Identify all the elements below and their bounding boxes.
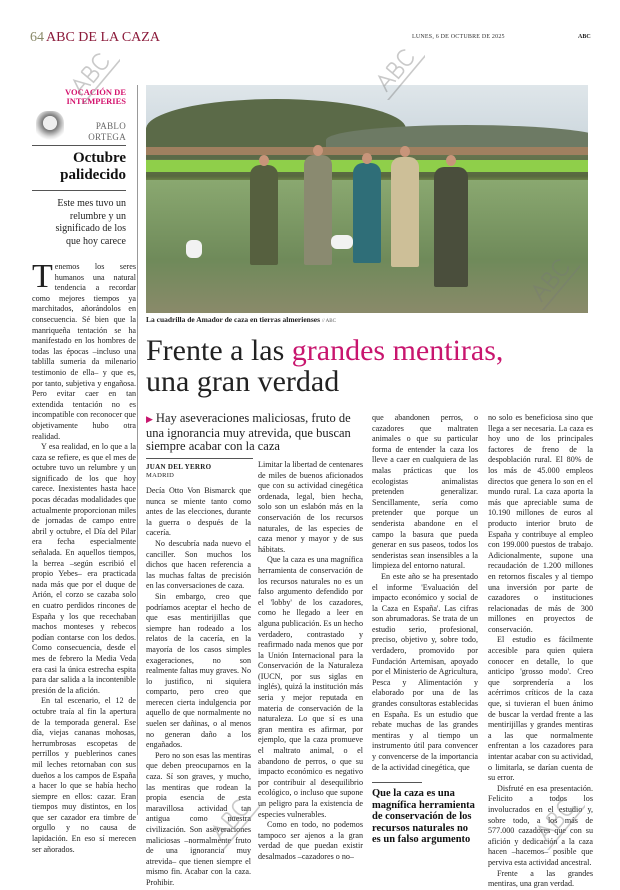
paragraph: Limitar la libertad de centenares de miles de buenos aficionados que con su actividad cinegética ordenada, legal, bien hecha, solo son un eslabón más en la conservación de los recursos naturales, de las especies de caza menor y mayor y de sus hábitats. xyxy=(258,460,363,554)
hunters-photo xyxy=(146,85,588,313)
drop-cap: T xyxy=(32,258,53,295)
column-title: Octubre palidecido xyxy=(60,150,126,183)
deck-text: Hay aseveraciones maliciosas, fruto de una ignorancia muy atrevida, que buscan siempre acabar con la caza xyxy=(146,411,351,453)
article-column-4 xyxy=(488,413,593,890)
divider xyxy=(32,145,126,146)
paragraph: En este año se ha presentado el informe 'Evaluación del impacto económico y social de la Caza en España'. Las cifras son abrumadoras. Se trata de un estudio serio, profesional, preciso, objetivo y, sobre todo, verdadero, promovido por Fundación Artemisan, apoyado por el Ministerio de Agricultura, Pesca y Alimentación y elaborado por una de las grandes consultoras establecidas en España. Es un estudio que rebate muchas de las grandes mentiras y al tiempo un instrumento útil para convencer y convencerse de la importancia de la actividad cinegética, que xyxy=(372,571,478,772)
divider xyxy=(32,190,126,191)
paragraph: Frente a las grandes mentiras, una gran verdad. xyxy=(488,868,593,889)
article-column-1 xyxy=(146,486,251,889)
paragraph: Que la caza es una magnífica herramienta de conservación de los recursos naturales no es un falso argumento defendido por el 'lobby' de los cazadores, como he llegado a leer en alguna publicación. Es un hecho verdadero, contrastado y reafirmado nada menos que por la Unión Internacional para la Conservación de la Naturaleza (IUCN, por sus siglas en inglés), quizá la institución más seria y mejor reputada en materia de conservación de la naturaleza. Lo que sí es una gran mentira es afirmar, por ejemplo, que la caza promueve el maltrato animal, o el abandono de perros, o que su impacto económico es negativo por contribuir al desequilibrio ecológico, o incluso que supone un peligro para la existencia de especies vulnerables. xyxy=(258,555,363,819)
paragraph: Pero no son esas las mentiras que deben preocuparnos en la caza. Sí son graves, y mucho, las mentiras que rodean la propia esencia de esta maravillosa actividad tan antigua como nuestra civilización. Son aseveraciones maliciosas –normalmente fruto de una ignorancia muy atrevida– que tienen siempre el mismo fin. Acabar con la caza. Prohibir. xyxy=(146,750,251,887)
pull-quote: Que la caza es una magnífica herramienta de conservación de los recursos naturales no es un falso argumento xyxy=(372,788,475,846)
photo-credit: // ABC xyxy=(321,319,336,324)
headline-start: Frente a las xyxy=(146,334,292,367)
paragraph: Disfruté en esa presentación. Felicito a todos los involucrados en el estudio y, sobre todo, a los más de 577.000 cazadores que con su afición y dedicación a la caza hacen –hacemos– posible que perviva esta actividad ancestral. xyxy=(488,783,593,867)
paragraph: El estudio es fácilmente accesible para quien quiera conocer en detalle, lo que anticipo 'grosso modo'. Creo que sorprendería a los acérrimos críticos de la caza que, si tuvieran el buen ánimo de buscar la verdad frente a las mentirijillas y grandes mentiras a las que normalmente enfrentan a los cazadores para intentar acabar con su actividad, o limitarla, se darían cuenta de su error. xyxy=(488,635,593,783)
headline-end: una gran verdad xyxy=(146,365,340,398)
paragraph: no solo es beneficiosa sino que llega a ser necesaria. La caza es hoy uno de los principales factores de freno de la despoblación rural. El 80% de los más de 45.000 empleos directos que genera lo son en el mundo rural. La caza aporta la más que apreciable suma de 10.190 millones de euros al producto interior bruto de España y contribuye al empleo con 199.000 puestos de trabajo. Adicionalmente, supone una recaudación de 1.200 millones en retornos fiscales y al tiempo una inversión por parte de cazadores o instituciones relacionadas de más de 300 millones en proyectos de conservación. xyxy=(488,413,593,634)
author-name xyxy=(70,121,126,143)
paragraph-text: enemos los seres humanos una natural tendencia a recordar como mejores tiempos ya marchitados, añorándolos en consecuencia. Sé bien que la manriqueña tentación se ha manifestado en los hombres de todas las épocas –incluso una tablilla sumeria da milenario testimonio de ella– y que es, por tanto, subjetiva y engañosa. Pero evitar caer en tan extendida tentación no es incompatible con reconocer que objetivamente hubo otra realidad. xyxy=(32,262,136,441)
divider xyxy=(146,458,253,459)
paragraph: que abandonen perros, o cazadores que maltraten animales o que su particular forma de entender la caza los lleve a caer en cualquiera de las malas prácticas que los ecologistas animalistas pretenden generalizar. Sencillamente, sería como pretender que porque un senderista abandone en el campo la basura que pueda generar en sus paseos, todos los senderistas sean insensibles a la limpieza del entorno natural. xyxy=(372,413,478,571)
section-title: ABC DE LA CAZA xyxy=(46,30,160,45)
paragraph: Como en todo, no podemos tampoco ser ajenos a la gran verdad de que puedan existir desalmados –cazadores o no– xyxy=(258,820,363,861)
column-kicker: VOCACIÓN DE INTEMPERIES xyxy=(65,87,126,106)
dateline: LUNES, 6 DE OCTUBRE DE 2025 xyxy=(412,34,505,40)
headline xyxy=(146,335,503,397)
author-first-name: PABLO xyxy=(95,121,126,131)
page-number: 64 xyxy=(30,30,44,45)
column-subtitle: Este mes tuvo un relumbre y un significado de los que hoy carece xyxy=(55,198,126,247)
photo-caption xyxy=(146,315,336,324)
caption-text: La cuadrilla de Amador de caza en tierras almerienses xyxy=(146,315,321,324)
paragraph xyxy=(32,258,136,442)
column-divider xyxy=(137,85,138,815)
author-last-name: ORTEGA xyxy=(88,132,126,142)
arrow-icon: ▶ xyxy=(146,414,153,424)
paragraph: Sin embargo, creo que podríamos aceptar el hecho de que esas mentirijillas que siempre han rodeado a los relatos de la cacería, en la mayoría de los casos simples exageraciones, no son realmente faltas muy graves. No lo justifico, ni siquiera comparto, pero creo que merecen cierta indulgencia por aquello de que normalmente no suelen ser dañinas, o al menos no generan daño a los engañados. xyxy=(146,591,251,750)
article-deck xyxy=(146,412,361,454)
brand-name: ABC xyxy=(578,34,591,40)
article-column-3 xyxy=(372,413,478,846)
paragraph: No descubría nada nuevo el canciller. Son muchos los dichos que hacen referencia a las muchas faltas de precisión en las conversaciones de caza. xyxy=(146,538,251,591)
byline: JUAN DEL YERRO xyxy=(146,463,212,471)
dateline-place: MADRID xyxy=(146,472,175,479)
paragraph: Decía Otto Von Bismarck que nunca se miente tanto como antes de las elecciones, durante la guerra o después de la cacería. xyxy=(146,486,251,538)
headline-highlight: grandes mentiras, xyxy=(291,334,504,367)
divider xyxy=(372,782,422,783)
paragraph: En tal escenario, el 12 de octubre traía al fin la apertura de la temporada general. Ese día, viejas cananas mohosas, herrumbrosas escopetas de perrillos y pueblerinos canes mil leches retornaban con sus dueños a los campos de España a hacer lo que se había hecho siempre en ellos: cazar. Eran tiempos muy distintos, en los que ser cazador era timbre de orgullo y no causa de lapidación. En eso sí merecen ser añorados. xyxy=(32,696,136,854)
paragraph: Y esa realidad, en lo que a la caza se refiere, es que el mes de octubre tuvo un relumbre y un significado de los que hoy carece. Inexistentes hasta hace pocas décadas modalidades que actualmente proporcionan miles de jornadas de campo entre abril y octubre, el Día del Pilar era fecha especialmente señalada. En aquellos tiempos, la berrea –según escribió el propio Yebes– era practicada nada más que por el duque de Arión, el corzo se cazaba solo en cuatro perdidos rincones de España y los que recechaban machos monteses y rebecos podían contarse con los dedos. Como consecuencia, desde el mes de febrero la Media Veda era casi la única estrecha espita para dar salida a la incontenible presión de la afición. xyxy=(32,442,136,695)
article-column-2 xyxy=(258,460,363,863)
column-body xyxy=(32,258,136,855)
author-portrait xyxy=(36,111,64,141)
